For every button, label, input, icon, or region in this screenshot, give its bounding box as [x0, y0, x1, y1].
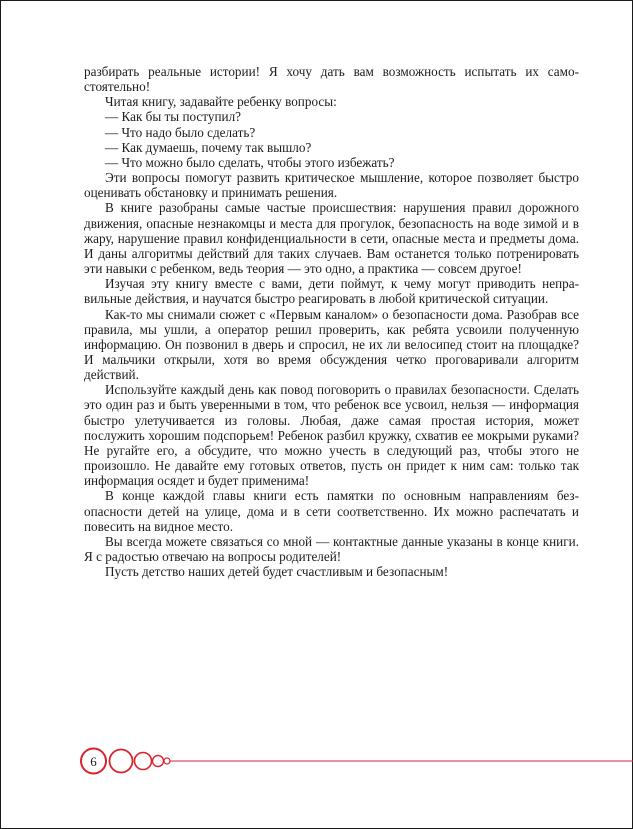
paragraph-continuation: разбирать реальные истории! Я хочу дать вам возможность испытать их самостоятельно!	[84, 64, 579, 95]
question-item: — Как думаешь, почему так вышло?	[105, 139, 312, 155]
body-text	[84, 64, 579, 579]
paragraph-topics: В книге разобраны самые частые происшествия: нарушения правил дорожного движения, опасные незнакомцы и места для прогулок, безопасность на воде зимой и в жару, нарушение правил конфиденциальности в сети, опасные места и предметы дома. И даны алгоритмы действий для таких случаев. Вам останется только потренировать эти навыки с ребенком, ведь теория — это одно, а практика — совсем другое!	[84, 200, 579, 277]
paragraph-learning: Изучая эту книгу вместе с вами, дети поймут, к чему могут приводить неправильные действия, и научатся быстро реагировать в любой критической ситуации.	[84, 276, 579, 307]
paragraph-daily-practice: Используйте каждый день как повод поговорить о правилах безопасности. Сделать это один раз и быть уверенными в том, что ребенок все усвоил, нельзя — информация быстро улетучивается из головы. Любая, даже самая простая история, может послужить хорошим подспорьем! Ребенок разбил кружку, схватив ее мокрыми руками? Не ругайте его, а обсудите, что можно учесть в следующий раз, чтобы этого не произошло. Не давайте ему готовых ответов, пусть он придет к ним сам: только так информация осядет и будет применима!	[84, 382, 579, 489]
paragraph-tv-story: Как-то мы снимали сюжет с «Первым каналом» о безопасности дома. Разобрав все правила, мы ушли, а оператор решил проверить, как ребята усвоили полученную информацию. Он позвонил в дверь и спросил, не их ли велосипед стоит на площадке? И мальчики открыли, хотя во время обсуждения четко проговаривали алгоритм действий.	[84, 306, 579, 383]
question-item: — Как бы ты поступил?	[105, 109, 242, 125]
paragraph-closing: Пусть детство наших детей будет счастливым и безопасным!	[105, 564, 449, 580]
question-item: — Что надо было сделать?	[105, 124, 256, 140]
question-item: — Что можно было сделать, чтобы этого избежать?	[105, 154, 395, 170]
paragraph-questions-intro: Читая книгу, задавайте ребенку вопросы:	[105, 94, 337, 110]
paragraph-contacts: Вы всегда можете связаться со мной — контактные данные указаны в конце книги. Я с радостью отвечаю на вопросы родителей!	[84, 533, 579, 564]
paragraph-memos: В конце каждой главы книги есть памятки по основным направлениям безопасности детей на улице, дома и в сети соответственно. Их можно распечатать и повесить на видное место.	[84, 488, 579, 534]
paragraph-critical-thinking: Эти вопросы помогут развить критическое мышление, которое позволяет быстро оценивать обстановку и принимать решения.	[84, 170, 579, 201]
page-number: 6	[90, 754, 97, 769]
